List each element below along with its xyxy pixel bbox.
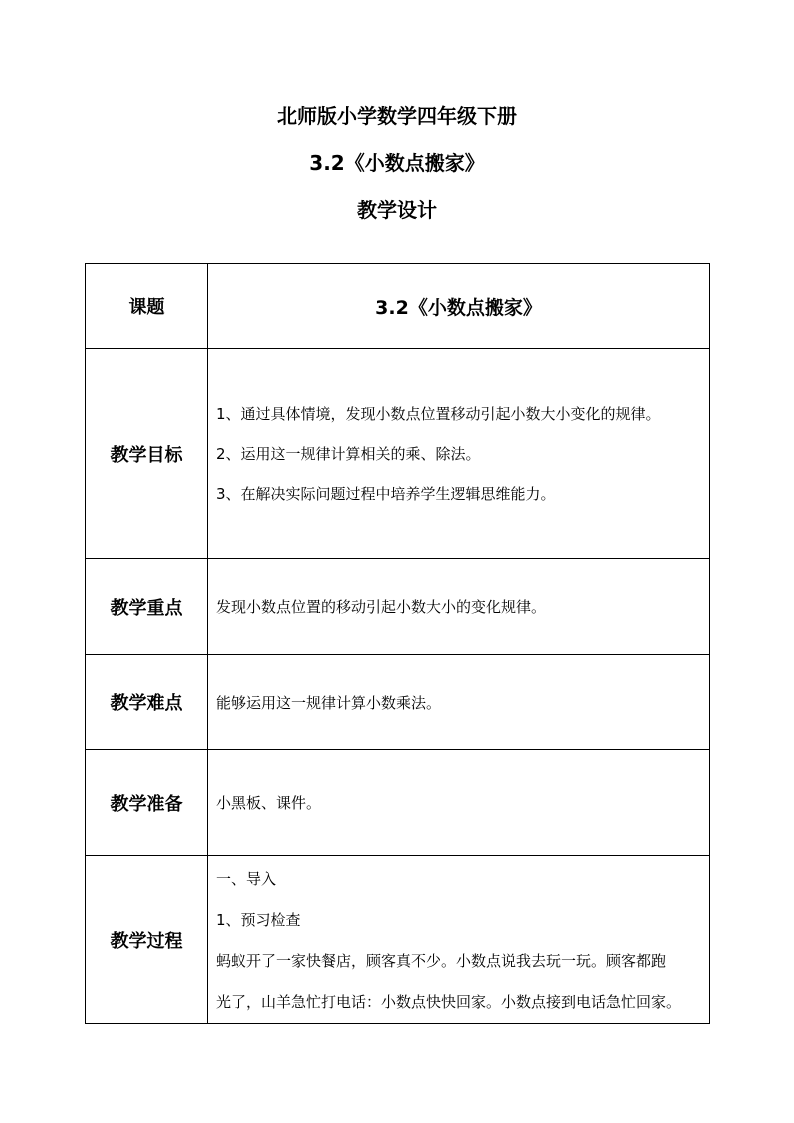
process-line-3: 蚂蚁开了一家快餐店，顾客真不少。小数点说我去玩一玩。顾客都跑 <box>216 952 667 970</box>
process-line-2: 1、预习检查 <box>216 911 301 929</box>
process-line-1: 一、导入 <box>216 870 277 888</box>
label-difficulty: 教学难点 <box>86 655 208 750</box>
label-process: 教学过程 <box>86 856 208 1024</box>
row-goals <box>86 349 710 559</box>
title-textbook: 北师版小学数学四年级下册 <box>277 104 517 128</box>
label-goals: 教学目标 <box>86 349 208 559</box>
row-key-point <box>86 559 710 655</box>
value-difficulty: 能够运用这一规律计算小数乘法。 <box>208 655 710 750</box>
document-title <box>0 104 794 245</box>
goal-item-2: 2、运用这一规律计算相关的乘、除法。 <box>216 444 481 463</box>
row-topic <box>86 264 710 349</box>
goal-item-1: 1、通过具体情境，发现小数点位置移动引起小数大小变化的规律。 <box>216 404 661 423</box>
value-topic: 3.2《小数点搬家》 <box>208 264 710 349</box>
process-line-4: 光了，山羊急忙打电话：小数点快快回家。小数点接到电话急忙回家。 <box>216 993 682 1011</box>
lesson-plan-table <box>85 263 710 1024</box>
title-lesson: 3.2《小数点搬家》 <box>309 151 485 175</box>
value-goals <box>208 349 710 559</box>
value-process <box>208 856 710 1024</box>
row-process <box>86 856 710 1024</box>
label-topic: 课题 <box>86 264 208 349</box>
value-preparation: 小黑板、课件。 <box>208 750 710 856</box>
value-key-point: 发现小数点位置的移动引起小数大小的变化规律。 <box>208 559 710 655</box>
title-design: 教学设计 <box>357 198 437 222</box>
label-key-point: 教学重点 <box>86 559 208 655</box>
row-difficulty <box>86 655 710 750</box>
label-preparation: 教学准备 <box>86 750 208 856</box>
row-preparation <box>86 750 710 856</box>
goal-item-3: 3、在解决实际问题过程中培养学生逻辑思维能力。 <box>216 484 556 503</box>
